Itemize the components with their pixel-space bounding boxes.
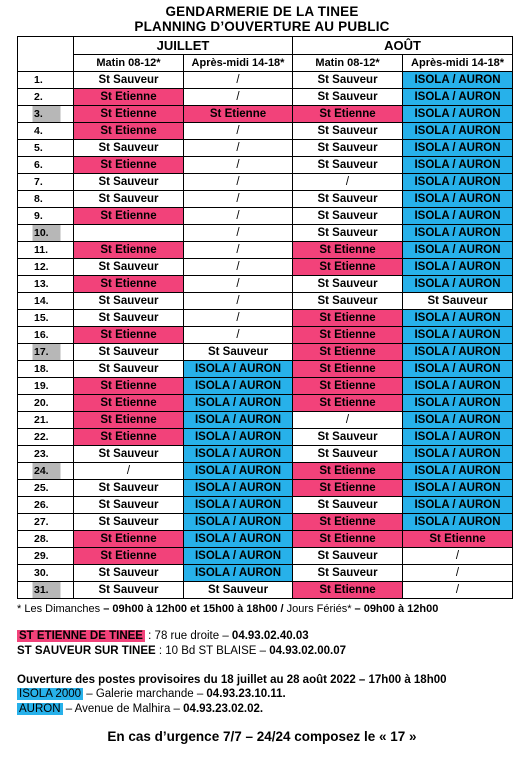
slot-cell-aout-matin: St Etienne [293, 242, 403, 259]
footnote-holidays: Jours Fériés* [286, 603, 352, 615]
slot-cell-juillet-matin: St Sauveur [74, 361, 184, 378]
table-row [18, 344, 513, 361]
table-row [18, 106, 513, 123]
contact-st-sauveur [17, 645, 346, 657]
contact-st-etienne [17, 630, 309, 642]
st-etienne-name: ST ETIENNE DE TINEE [19, 630, 143, 642]
table-row [18, 140, 513, 157]
slot-cell-aout-apres-midi: ISOLA / AURON [403, 378, 513, 395]
slot-cell-juillet-apres-midi: ISOLA / AURON [184, 429, 293, 446]
table-row [18, 565, 513, 582]
slot-cell-juillet-apres-midi: ISOLA / AURON [184, 446, 293, 463]
slot-cell-juillet-matin: St Sauveur [74, 497, 184, 514]
slot-cell-juillet-apres-midi: / [184, 89, 293, 106]
slot-cell-aout-apres-midi: ISOLA / AURON [403, 497, 513, 514]
slot-cell-juillet-apres-midi: ISOLA / AURON [184, 514, 293, 531]
day-number: 28. [18, 531, 74, 548]
slot-cell-aout-matin: St Sauveur [293, 191, 403, 208]
slot-cell-juillet-matin: St Sauveur [74, 140, 184, 157]
emergency-notice: En cas d’urgence 7/7 – 24/24 composez le « 17 » [107, 729, 417, 744]
slot-cell-juillet-apres-midi: / [184, 259, 293, 276]
slot-cell-juillet-matin: St Sauveur [74, 72, 184, 89]
slot-cell-aout-apres-midi: / [403, 582, 513, 599]
slot-cell-aout-apres-midi: ISOLA / AURON [403, 446, 513, 463]
footnote-sundays: * Les Dimanches [17, 603, 101, 615]
table-row [18, 89, 513, 106]
auron-name: AURON [19, 703, 61, 715]
slot-cell-juillet-matin: St Sauveur [74, 344, 184, 361]
table-row [18, 463, 513, 480]
table-row [18, 361, 513, 378]
slot-cell-aout-matin: St Sauveur [293, 548, 403, 565]
slot-cell-juillet-apres-midi: ISOLA / AURON [184, 497, 293, 514]
table-row [18, 446, 513, 463]
table-row [18, 548, 513, 565]
isola-address: – Galerie marchande – [83, 688, 207, 700]
slot-cell-juillet-apres-midi: ISOLA / AURON [184, 531, 293, 548]
slot-cell-juillet-apres-midi: / [184, 157, 293, 174]
table-row [18, 378, 513, 395]
day-number: 26. [18, 497, 74, 514]
slot-cell-aout-apres-midi: ISOLA / AURON [403, 89, 513, 106]
slot-cell-aout-matin: St Etienne [293, 259, 403, 276]
slot-cell-juillet-matin: St Sauveur [74, 565, 184, 582]
slot-cell-aout-matin: St Etienne [293, 395, 403, 412]
day-number: 10. [18, 225, 74, 242]
table-row [18, 208, 513, 225]
slot-cell-aout-matin: St Etienne [293, 378, 403, 395]
schedule-table [17, 36, 513, 599]
day-number: 4. [18, 123, 74, 140]
slot-cell-aout-apres-midi: / [403, 548, 513, 565]
slot-header-aout-apres-midi: Après-midi 14-18* [403, 55, 513, 72]
slot-cell-juillet-matin: St Etienne [74, 429, 184, 446]
slot-cell-juillet-matin: St Etienne [74, 548, 184, 565]
slot-cell-juillet-matin: St Etienne [74, 242, 184, 259]
slot-cell-juillet-matin: St Sauveur [74, 446, 184, 463]
day-number: 11. [18, 242, 74, 259]
slot-cell-aout-apres-midi: ISOLA / AURON [403, 140, 513, 157]
table-row [18, 497, 513, 514]
day-number: 22. [18, 429, 74, 446]
slot-cell-juillet-matin: St Sauveur [74, 480, 184, 497]
slot-cell-juillet-apres-midi: / [184, 276, 293, 293]
slot-cell-aout-matin: St Etienne [293, 463, 403, 480]
slot-cell-aout-matin: St Etienne [293, 361, 403, 378]
day-number: 14. [18, 293, 74, 310]
slot-cell-juillet-apres-midi: / [184, 327, 293, 344]
slot-cell-juillet-matin: St Etienne [74, 89, 184, 106]
slot-cell-aout-apres-midi: ISOLA / AURON [403, 72, 513, 89]
table-row [18, 412, 513, 429]
table-row [18, 276, 513, 293]
slot-cell-aout-apres-midi: ISOLA / AURON [403, 191, 513, 208]
table-row [18, 531, 513, 548]
day-number: 15. [18, 310, 74, 327]
day-number: 7. [18, 174, 74, 191]
day-number: 21. [18, 412, 74, 429]
slot-cell-juillet-apres-midi: ISOLA / AURON [184, 548, 293, 565]
footnote-sunday-hours: – 09h00 à 12h00 et 15h00 à 18h00 / [100, 603, 287, 615]
table-row [18, 514, 513, 531]
slot-cell-juillet-apres-midi: / [184, 293, 293, 310]
day-number: 8. [18, 191, 74, 208]
corner-cell [18, 37, 74, 72]
slot-cell-juillet-apres-midi: ISOLA / AURON [184, 361, 293, 378]
slot-cell-aout-apres-midi: ISOLA / AURON [403, 361, 513, 378]
slot-cell-juillet-apres-midi: ISOLA / AURON [184, 412, 293, 429]
slot-cell-juillet-apres-midi: ISOLA / AURON [184, 480, 293, 497]
contact-auron [17, 703, 263, 715]
slot-cell-aout-apres-midi: St Etienne [403, 531, 513, 548]
day-number: 25. [18, 480, 74, 497]
slot-cell-juillet-apres-midi: ISOLA / AURON [184, 395, 293, 412]
slot-cell-juillet-apres-midi: / [184, 310, 293, 327]
slot-cell-juillet-apres-midi: / [184, 123, 293, 140]
slot-cell-juillet-apres-midi: / [184, 208, 293, 225]
hours-footnote [17, 603, 438, 615]
slot-cell-aout-apres-midi: ISOLA / AURON [403, 208, 513, 225]
slot-cell-aout-matin: / [293, 174, 403, 191]
day-number: 13. [18, 276, 74, 293]
slot-cell-juillet-matin: St Etienne [74, 157, 184, 174]
slot-cell-aout-matin: St Sauveur [293, 123, 403, 140]
slot-cell-juillet-apres-midi: ISOLA / AURON [184, 565, 293, 582]
slot-cell-aout-matin: St Etienne [293, 514, 403, 531]
day-number: 9. [18, 208, 74, 225]
slot-cell-juillet-apres-midi: / [184, 242, 293, 259]
st-sauveur-phone: 04.93.02.00.07 [269, 645, 346, 657]
slot-cell-aout-matin: St Sauveur [293, 497, 403, 514]
day-number: 27. [18, 514, 74, 531]
slot-cell-aout-matin: St Etienne [293, 582, 403, 599]
slot-cell-aout-apres-midi: ISOLA / AURON [403, 106, 513, 123]
slot-cell-juillet-apres-midi: / [184, 225, 293, 242]
slot-cell-aout-matin: St Etienne [293, 327, 403, 344]
provisional-opening-heading: Ouverture des postes provisoires du 18 juillet au 28 août 2022 – 17h00 à 18h00 [17, 674, 447, 686]
slot-cell-aout-matin: St Etienne [293, 531, 403, 548]
day-number: 24. [18, 463, 74, 480]
day-number: 16. [18, 327, 74, 344]
slot-cell-juillet-matin: St Etienne [74, 276, 184, 293]
table-row [18, 310, 513, 327]
table-row [18, 174, 513, 191]
month-header-row [18, 37, 513, 55]
slot-cell-juillet-apres-midi: / [184, 191, 293, 208]
slot-cell-juillet-matin: St Etienne [74, 378, 184, 395]
slot-cell-juillet-matin: St Sauveur [74, 191, 184, 208]
slot-cell-juillet-matin: St Etienne [74, 327, 184, 344]
schedule-body [18, 72, 513, 599]
slot-cell-juillet-matin: St Etienne [74, 106, 184, 123]
slot-cell-juillet-matin: St Etienne [74, 395, 184, 412]
slot-cell-juillet-matin: St Etienne [74, 123, 184, 140]
slot-cell-aout-apres-midi: / [403, 565, 513, 582]
slot-cell-aout-matin: St Sauveur [293, 89, 403, 106]
slot-cell-aout-apres-midi: ISOLA / AURON [403, 259, 513, 276]
slot-cell-juillet-matin: St Sauveur [74, 310, 184, 327]
table-row [18, 429, 513, 446]
day-number: 2. [18, 89, 74, 106]
slot-cell-juillet-apres-midi: / [184, 174, 293, 191]
slot-cell-aout-apres-midi: ISOLA / AURON [403, 310, 513, 327]
slot-cell-aout-apres-midi: ISOLA / AURON [403, 157, 513, 174]
table-row [18, 123, 513, 140]
day-number: 6. [18, 157, 74, 174]
day-number: 17. [18, 344, 74, 361]
table-row [18, 293, 513, 310]
slot-cell-aout-matin: / [293, 412, 403, 429]
slot-cell-juillet-matin: St Sauveur [74, 514, 184, 531]
slot-cell-aout-matin: St Sauveur [293, 565, 403, 582]
slot-cell-aout-matin: St Sauveur [293, 72, 403, 89]
auron-phone: 04.93.23.02.02. [183, 703, 264, 715]
page-subtitle: PLANNING D’OUVERTURE AU PUBLIC [134, 19, 390, 34]
slot-cell-aout-apres-midi: ISOLA / AURON [403, 242, 513, 259]
slot-header-juillet-apres-midi: Après-midi 14-18* [184, 55, 293, 72]
slot-cell-juillet-matin: St Etienne [74, 208, 184, 225]
day-number: 30. [18, 565, 74, 582]
slot-cell-juillet-apres-midi: ISOLA / AURON [184, 378, 293, 395]
table-row [18, 157, 513, 174]
slot-cell-aout-matin: St Sauveur [293, 157, 403, 174]
slot-cell-aout-matin: St Sauveur [293, 208, 403, 225]
slot-cell-juillet-matin: St Sauveur [74, 582, 184, 599]
month-header-juillet: JUILLET [74, 37, 293, 55]
slot-cell-juillet-apres-midi: St Sauveur [184, 582, 293, 599]
slot-cell-aout-matin: St Etienne [293, 106, 403, 123]
slot-cell-juillet-matin: St Etienne [74, 412, 184, 429]
slot-cell-aout-apres-midi: St Sauveur [403, 293, 513, 310]
st-sauveur-name: ST SAUVEUR SUR TINEE [17, 645, 156, 657]
slot-header-row [18, 55, 513, 72]
day-number: 20. [18, 395, 74, 412]
month-header-aout: AOÛT [293, 37, 513, 55]
slot-cell-juillet-apres-midi: / [184, 140, 293, 157]
day-number: 31. [18, 582, 74, 599]
slot-header-juillet-matin: Matin 08-12* [74, 55, 184, 72]
slot-cell-juillet-matin: St Sauveur [74, 293, 184, 310]
table-row [18, 259, 513, 276]
page-title: GENDARMERIE DE LA TINEE [165, 4, 359, 19]
slot-cell-aout-matin: St Sauveur [293, 293, 403, 310]
slot-cell-juillet-apres-midi: St Etienne [184, 106, 293, 123]
slot-cell-aout-matin: St Etienne [293, 480, 403, 497]
day-number: 29. [18, 548, 74, 565]
contact-isola [17, 688, 286, 700]
slot-cell-juillet-apres-midi: / [184, 72, 293, 89]
table-row [18, 242, 513, 259]
slot-cell-aout-apres-midi: ISOLA / AURON [403, 514, 513, 531]
isola-name: ISOLA 2000 [19, 688, 82, 700]
slot-cell-aout-apres-midi: ISOLA / AURON [403, 276, 513, 293]
footnote-holiday-hours: – 09h00 à 12h00 [351, 603, 439, 615]
slot-cell-juillet-matin: / [74, 463, 184, 480]
day-number: 5. [18, 140, 74, 157]
table-row [18, 480, 513, 497]
slot-cell-aout-apres-midi: ISOLA / AURON [403, 429, 513, 446]
slot-cell-aout-apres-midi: ISOLA / AURON [403, 395, 513, 412]
day-number: 3. [18, 106, 74, 123]
day-number: 12. [18, 259, 74, 276]
slot-cell-aout-matin: St Etienne [293, 310, 403, 327]
slot-cell-aout-matin: St Sauveur [293, 140, 403, 157]
slot-cell-juillet-matin: St Sauveur [74, 174, 184, 191]
table-row [18, 191, 513, 208]
slot-cell-juillet-apres-midi: ISOLA / AURON [184, 463, 293, 480]
slot-cell-aout-matin: St Sauveur [293, 446, 403, 463]
slot-cell-juillet-apres-midi: St Sauveur [184, 344, 293, 361]
slot-cell-aout-matin: St Sauveur [293, 429, 403, 446]
slot-cell-aout-apres-midi: ISOLA / AURON [403, 412, 513, 429]
slot-cell-aout-apres-midi: ISOLA / AURON [403, 463, 513, 480]
slot-cell-aout-apres-midi: ISOLA / AURON [403, 327, 513, 344]
slot-cell-juillet-matin [74, 225, 184, 242]
table-row [18, 395, 513, 412]
table-row [18, 225, 513, 242]
slot-cell-aout-apres-midi: ISOLA / AURON [403, 174, 513, 191]
slot-cell-juillet-matin: St Etienne [74, 531, 184, 548]
slot-cell-aout-matin: St Sauveur [293, 225, 403, 242]
st-sauveur-address: : 10 Bd ST BLAISE – [155, 645, 270, 657]
day-number: 19. [18, 378, 74, 395]
slot-cell-aout-apres-midi: ISOLA / AURON [403, 344, 513, 361]
table-row [18, 327, 513, 344]
day-number: 1. [18, 72, 74, 89]
slot-header-aout-matin: Matin 08-12* [293, 55, 403, 72]
slot-cell-aout-matin: St Etienne [293, 344, 403, 361]
isola-phone: 04.93.23.10.11. [206, 688, 286, 700]
day-number: 23. [18, 446, 74, 463]
table-row [18, 582, 513, 599]
day-number: 18. [18, 361, 74, 378]
slot-cell-aout-matin: St Sauveur [293, 276, 403, 293]
st-etienne-address: : 78 rue droite – [144, 630, 232, 642]
st-etienne-phone: 04.93.02.40.03 [231, 630, 309, 642]
slot-cell-aout-apres-midi: ISOLA / AURON [403, 123, 513, 140]
slot-cell-aout-apres-midi: ISOLA / AURON [403, 480, 513, 497]
slot-cell-aout-apres-midi: ISOLA / AURON [403, 225, 513, 242]
slot-cell-juillet-matin: St Sauveur [74, 259, 184, 276]
auron-address: – Avenue de Malhira – [62, 703, 184, 715]
table-row [18, 72, 513, 89]
